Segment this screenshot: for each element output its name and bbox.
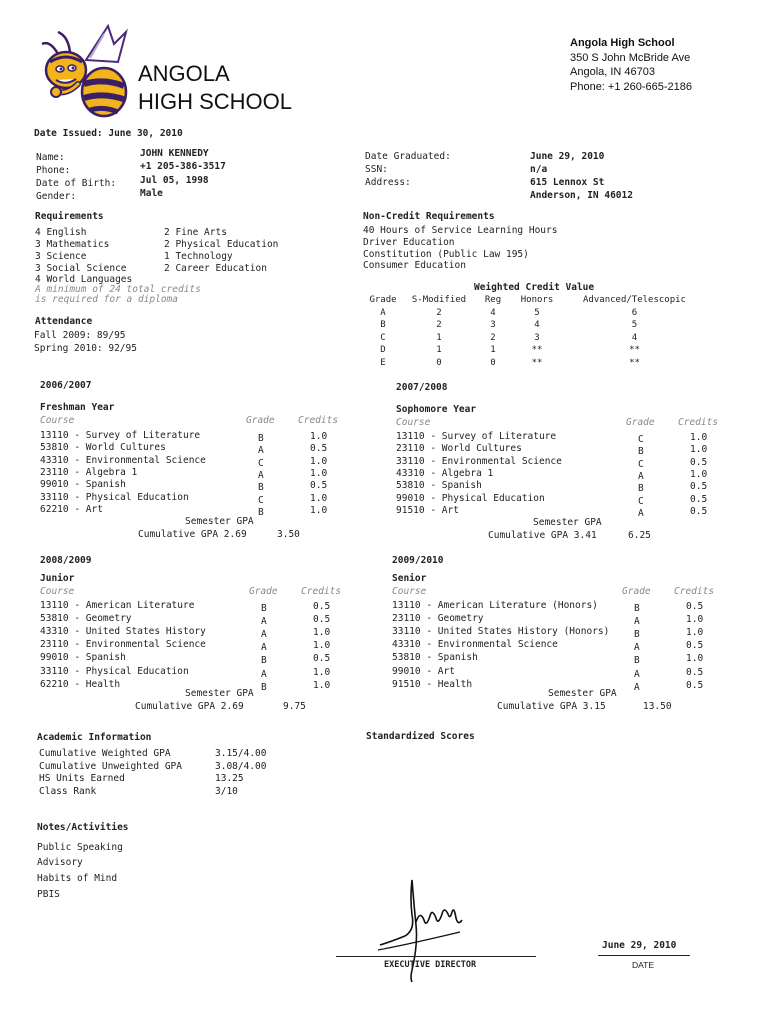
course-grade: A xyxy=(258,445,264,457)
date-line xyxy=(598,955,690,956)
academic-label: Cumulative Unweighted GPA xyxy=(39,761,182,772)
course-name: 99010 - Spanish xyxy=(40,652,126,664)
course-grade: C xyxy=(258,494,264,506)
course-grade: B xyxy=(261,603,267,614)
course-column-header: Course xyxy=(40,415,75,426)
hornet-mascot-logo xyxy=(38,22,133,120)
grade-column-header: Grade xyxy=(246,415,275,426)
academic-label: Class Rank xyxy=(39,786,97,797)
school-title xyxy=(138,60,292,116)
wcv-cell: 4 xyxy=(534,320,540,331)
course-grade: A xyxy=(634,642,640,654)
academic-value: 3.15/4.00 xyxy=(215,748,267,759)
ssn-label: SSN: xyxy=(365,164,388,175)
wcv-header: Honors xyxy=(520,295,554,306)
wcv-cell: 4 xyxy=(490,307,496,318)
wcv-cell: D xyxy=(380,345,386,356)
course-credits: 0.5 xyxy=(686,601,704,612)
course-grade: B xyxy=(261,655,267,667)
course-name: 53810 - Geometry xyxy=(40,613,132,625)
course-column-header: Course xyxy=(40,586,75,597)
course-name: 43310 - Algebra 1 xyxy=(396,467,494,479)
phone-label: Phone: xyxy=(36,165,71,176)
date-issued: Date Issued: June 30, 2010 xyxy=(34,128,183,139)
course-column-header: Course xyxy=(392,586,427,597)
wcv-cell: ** xyxy=(531,357,543,368)
wcv-cell: 6 xyxy=(631,307,638,318)
course-name: 43310 - Environmental Science xyxy=(40,454,206,466)
course-credits: 0.5 xyxy=(313,614,331,626)
grade-level-title: Freshman Year xyxy=(40,402,115,413)
wcv-cell: A xyxy=(380,307,386,318)
credits-column-header: Credits xyxy=(301,586,342,597)
course-grade: A xyxy=(634,668,640,680)
signature-line xyxy=(336,956,536,957)
attendance-fall: Fall 2009: 89/95 xyxy=(34,330,126,341)
grade-column-header: Grade xyxy=(622,586,651,597)
noncredit-item: Constitution (Public Law 195) xyxy=(363,249,529,260)
course-name: 91510 - Art xyxy=(396,504,459,516)
course-grade: A xyxy=(634,681,640,693)
course-name: 13110 - American Literature (Honors) xyxy=(392,600,598,611)
student-name: JOHN KENNEDY xyxy=(140,148,209,159)
course-credits: 1.0 xyxy=(690,432,708,443)
contact-address-line1: 350 S John McBride Ave xyxy=(570,51,691,64)
address-line2: Anderson, IN 46012 xyxy=(530,190,633,201)
course-grade: B xyxy=(258,506,264,518)
course-credits: 1.0 xyxy=(690,444,708,456)
requirements-note: is required for a diploma xyxy=(35,294,178,305)
course-credits: 0.5 xyxy=(310,480,328,492)
grade-level-title: Sophomore Year xyxy=(396,404,477,415)
course-credits: 0.5 xyxy=(313,601,331,612)
requirement-item: 2 Physical Education xyxy=(164,239,279,250)
weighted-header-row xyxy=(362,294,707,307)
note-item: Advisory xyxy=(37,857,83,868)
course-name: 43310 - United States History xyxy=(40,626,206,638)
graduated-label: Date Graduated: xyxy=(365,151,451,162)
course-grade: A xyxy=(258,469,264,481)
academic-info-title: Academic Information xyxy=(37,732,152,743)
course-grade: A xyxy=(261,668,267,680)
school-year-title: 2006/2007 xyxy=(40,380,92,391)
course-credits: 1.0 xyxy=(310,467,328,479)
wcv-cell: 5 xyxy=(534,307,540,318)
student-dob: Jul 05, 1998 xyxy=(140,175,209,186)
noncredit-title: Non-Credit Requirements xyxy=(363,211,495,222)
course-credits: 1.0 xyxy=(313,679,331,691)
course-name: 33110 - Physical Education xyxy=(40,491,189,503)
requirement-item: 1 Technology xyxy=(164,251,233,262)
wcv-cell: 2 xyxy=(490,332,496,343)
noncredit-item: Driver Education xyxy=(363,237,455,248)
semester-gpa-label: Semester GPA xyxy=(185,688,254,699)
attendance-spring: Spring 2010: 92/95 xyxy=(34,343,137,354)
course-credits: 1.0 xyxy=(313,666,331,678)
wcv-cell: 2 xyxy=(436,320,442,331)
course-grade: C xyxy=(638,434,644,445)
course-name: 99010 - Physical Education xyxy=(396,492,545,504)
course-grade: B xyxy=(258,482,264,494)
cumulative-credits-total: 3.50 xyxy=(277,529,300,540)
name-label: Name: xyxy=(36,152,65,163)
course-name: 53810 - Spanish xyxy=(392,652,478,664)
school-year-title: 2008/2009 xyxy=(40,555,92,566)
course-name: 99010 - Art xyxy=(392,665,455,677)
requirement-item: 3 Mathematics xyxy=(35,239,110,250)
course-name: 62210 - Health xyxy=(40,678,121,690)
note-item: PBIS xyxy=(37,889,60,900)
course-name: 33110 - United States History (Honors) xyxy=(392,626,610,638)
credits-column-header: Credits xyxy=(674,586,715,597)
academic-value: 13.25 xyxy=(215,773,244,784)
course-grade: A xyxy=(634,616,640,628)
course-name: 53810 - Spanish xyxy=(396,480,482,492)
contact-address-line2: Angola, IN 46703 xyxy=(570,66,656,78)
course-grade: C xyxy=(638,495,644,507)
requirements-note: A minimum of 24 total credits xyxy=(35,284,201,295)
course-name: 23110 - Geometry xyxy=(392,613,484,625)
requirement-item: 2 Career Education xyxy=(164,263,267,274)
course-grade: B xyxy=(638,446,644,458)
course-grade: B xyxy=(634,629,640,641)
weighted-credit-title: Weighted Credit Value xyxy=(474,282,595,293)
course-credits: 1.0 xyxy=(310,455,328,467)
course-grade: A xyxy=(261,616,267,628)
requirements-title: Requirements xyxy=(35,211,104,222)
address-line1: 615 Lennox St xyxy=(530,177,605,188)
course-grade: B xyxy=(261,681,267,693)
course-name: 99010 - Spanish xyxy=(40,479,126,491)
student-phone: +1 205-386-3517 xyxy=(140,161,226,172)
dob-label: Date of Birth: xyxy=(36,178,117,189)
course-credits: 0.5 xyxy=(686,666,704,678)
cumulative-gpa: Cumulative GPA 3.41 xyxy=(488,530,597,541)
wcv-cell: 0 xyxy=(490,357,496,368)
contact-phone: Phone: +1 260-665-2186 xyxy=(570,80,693,93)
course-name: 33110 - Physical Education xyxy=(40,665,189,677)
semester-gpa-label: Semester GPA xyxy=(185,516,254,527)
wcv-header: Reg xyxy=(484,295,502,306)
grade-column-header: Grade xyxy=(626,417,655,428)
course-grade: A xyxy=(261,629,267,641)
course-name: 23110 - Algebra 1 xyxy=(40,466,138,478)
wcv-cell: 2 xyxy=(436,307,442,318)
school-year-title: 2007/2008 xyxy=(396,382,448,393)
course-credits: 1.0 xyxy=(310,431,328,442)
cumulative-credits-total: 13.50 xyxy=(643,701,672,712)
noncredit-item: Consumer Education xyxy=(363,260,466,271)
wcv-cell: ** xyxy=(629,345,640,356)
course-grade: B xyxy=(634,603,640,614)
course-name: 53810 - World Cultures xyxy=(40,442,166,454)
note-item: Habits of Mind xyxy=(37,873,118,884)
cumulative-gpa: Cumulative GPA 2.69 xyxy=(138,529,247,540)
wcv-cell: E xyxy=(380,357,386,368)
course-credits: 1.0 xyxy=(686,627,704,639)
wcv-cell: ** xyxy=(629,357,640,368)
course-credits: 1.0 xyxy=(686,614,704,626)
student-gender: Male xyxy=(140,188,163,199)
ssn-value: n/a xyxy=(530,164,548,175)
wcv-cell: 3 xyxy=(490,320,496,331)
academic-label: HS Units Earned xyxy=(39,773,125,784)
gender-label: Gender: xyxy=(36,191,77,202)
signature-date: June 29, 2010 xyxy=(602,940,677,951)
course-name: 91510 - Health xyxy=(392,678,473,690)
course-credits: 1.0 xyxy=(310,492,328,504)
course-column-header: Course xyxy=(396,417,431,428)
address-label: Address: xyxy=(365,177,411,188)
course-credits: 1.0 xyxy=(313,640,331,652)
weighted-row xyxy=(362,307,707,320)
course-credits: 0.5 xyxy=(690,456,708,468)
course-credits: 0.5 xyxy=(686,640,704,652)
grade-level-title: Junior xyxy=(40,573,75,584)
wcv-cell: 3 xyxy=(534,332,540,343)
course-credits: 0.5 xyxy=(690,505,708,517)
course-credits: 1.0 xyxy=(313,627,331,639)
wcv-cell: C xyxy=(380,332,386,343)
date-graduated: June 29, 2010 xyxy=(530,151,605,162)
wcv-header: Advanced/Telescopic xyxy=(583,295,686,306)
course-grade: C xyxy=(638,458,644,470)
wcv-header: S-Modified xyxy=(411,295,467,306)
notes-title: Notes/Activities xyxy=(37,822,129,833)
course-credits: 0.5 xyxy=(690,481,708,493)
academic-label: Cumulative Weighted GPA xyxy=(39,748,171,759)
weighted-row xyxy=(362,357,707,370)
course-name: 23110 - Environmental Science xyxy=(40,639,206,651)
wcv-cell: B xyxy=(380,320,386,331)
noncredit-item: 40 Hours of Service Learning Hours xyxy=(363,225,558,236)
semester-gpa-label: Semester GPA xyxy=(548,688,617,699)
course-grade: A xyxy=(261,642,267,654)
wcv-cell: 0 xyxy=(436,357,442,368)
course-name: 13110 - Survey of Literature xyxy=(40,430,201,441)
cumulative-gpa: Cumulative GPA 3.15 xyxy=(497,701,606,712)
cumulative-credits-total: 9.75 xyxy=(283,701,306,712)
note-item: Public Speaking xyxy=(37,842,123,853)
academic-value: 3.08/4.00 xyxy=(215,761,267,772)
course-grade: A xyxy=(638,470,644,482)
course-name: 62210 - Art xyxy=(40,503,103,515)
course-credits: 0.5 xyxy=(690,493,708,505)
course-credits: 1.0 xyxy=(686,653,704,665)
course-name: 43310 - Environmental Science xyxy=(392,639,558,651)
course-grade: B xyxy=(638,483,644,495)
course-credits: 0.5 xyxy=(310,443,328,455)
requirement-item: 3 Social Science xyxy=(35,263,127,274)
wcv-cell: 1 xyxy=(436,345,442,356)
wcv-cell: 5 xyxy=(631,320,638,331)
course-grade: A xyxy=(638,507,644,519)
course-credits: 0.5 xyxy=(686,679,704,691)
wcv-cell: 1 xyxy=(436,332,442,343)
cumulative-credits-total: 6.25 xyxy=(628,530,651,541)
weighted-row xyxy=(362,319,707,332)
grade-column-header: Grade xyxy=(249,586,278,597)
course-credits: 0.5 xyxy=(313,653,331,665)
contact-school-name: Angola High School xyxy=(570,37,675,49)
course-name: 13110 - American Literature xyxy=(40,600,195,611)
grade-level-title: Senior xyxy=(392,573,427,584)
school-contact-block xyxy=(570,36,692,94)
date-label: DATE xyxy=(632,960,655,970)
course-name: 33110 - Environmental Science xyxy=(396,455,562,467)
wcv-cell: ** xyxy=(531,345,543,356)
course-name: 13110 - Survey of Literature xyxy=(396,431,557,442)
cumulative-gpa: Cumulative GPA 2.69 xyxy=(135,701,244,712)
weighted-row xyxy=(362,344,707,357)
semester-gpa-label: Semester GPA xyxy=(533,517,602,528)
requirement-item: 4 World Languages xyxy=(35,274,133,285)
course-credits: 1.0 xyxy=(310,504,328,516)
credits-column-header: Credits xyxy=(298,415,339,426)
course-grade: B xyxy=(634,655,640,667)
attendance-title: Attendance xyxy=(35,316,93,327)
wcv-header: Grade xyxy=(369,295,397,306)
course-credits: 1.0 xyxy=(690,468,708,480)
school-title-line2: HIGH SCHOOL xyxy=(138,89,293,114)
standardized-scores-title: Standardized Scores xyxy=(366,731,475,742)
school-title-line1: ANGOLA xyxy=(138,61,230,86)
requirement-item: 3 Science xyxy=(35,251,87,262)
requirement-item: 2 Fine Arts xyxy=(164,227,227,238)
wcv-cell: 1 xyxy=(490,345,496,356)
wcv-cell: 4 xyxy=(631,332,638,343)
weighted-row xyxy=(362,332,707,345)
course-grade: C xyxy=(258,457,264,469)
signature-role: EXECUTIVE DIRECTOR xyxy=(384,960,477,970)
course-name: 23110 - World Cultures xyxy=(396,443,522,455)
course-grade: B xyxy=(258,433,264,444)
school-year-title: 2009/2010 xyxy=(392,555,444,566)
weighted-credit-table xyxy=(362,294,707,369)
academic-value: 3/10 xyxy=(215,786,238,797)
credits-column-header: Credits xyxy=(678,417,719,428)
requirement-item: 4 English xyxy=(35,227,87,238)
